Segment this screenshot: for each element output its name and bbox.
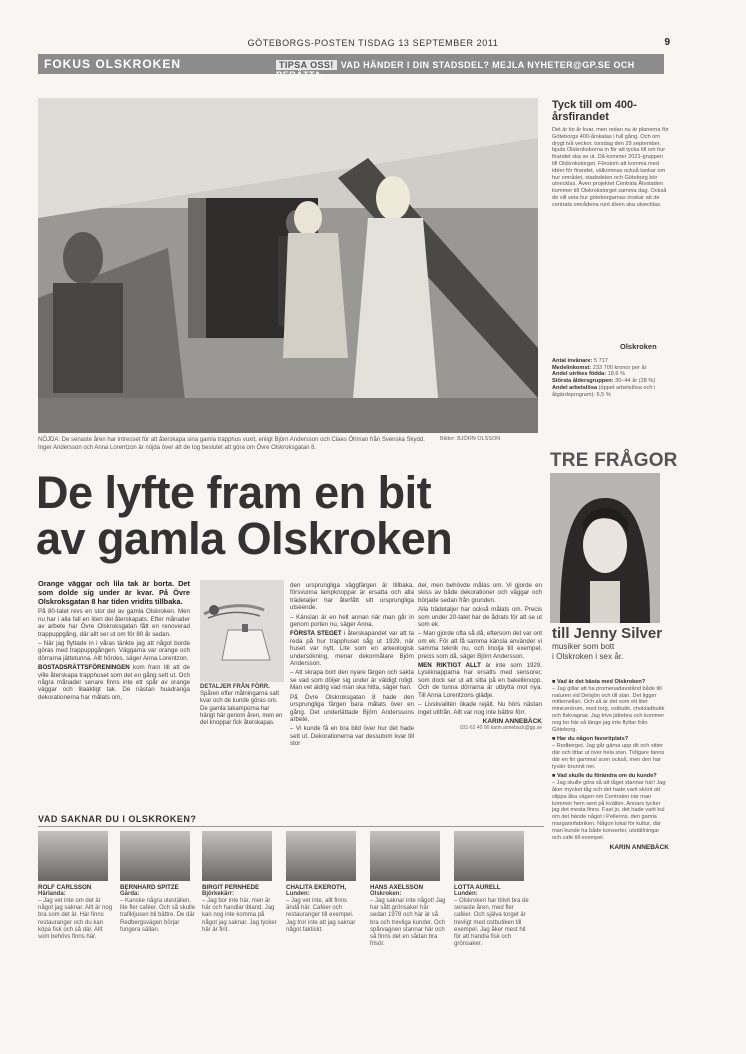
main-photo — [38, 98, 538, 433]
fact-value: 233 700 kronor per år — [592, 364, 647, 371]
page-header-date: GÖTEBORGS-POSTEN TISDAG 13 SEPTEMBER 2011 — [247, 38, 499, 48]
vad-saknar-title: VAD SAKNAR DU I OLSKROKEN? — [38, 814, 197, 824]
col3-paragraph-1: del, men behövde målas om. Vi gjorde en skiss av både dekorationer och väggar och började sedan från grunden. — [418, 582, 542, 604]
vox-pop-person — [38, 831, 114, 941]
person-location: Lunden: — [454, 891, 478, 897]
detail-text: Spåren efter målningarna satt kvar och de kunde göras om. De gamla takamporna har hängt här genom åren, men en del knoppar fick återskapas. — [200, 691, 283, 727]
fact-row — [552, 385, 669, 398]
person-quote: – Jag bor inte här, men är här och handlar ibland. Jag kan nog inte komma på något jag saknar. Jag tycker här är fint. — [202, 898, 277, 933]
person-photo — [370, 831, 440, 881]
fact-label: Andel utrikes födda: — [552, 371, 607, 378]
col1-paragraph-2: – När jag flyttade in i våras tänkte jag att något borde göras med trappuppgången. Väggarna var orange och dörrarna jättetunna. Allt hördes, säger Anna Lorentzon. — [38, 640, 190, 662]
fact-label: Antal invånare: — [552, 358, 593, 364]
col3-paragraph-3: – Man gjorde ofta så då, eftersom det var ont om ek. För att få samma känsla använder vi samma teknik nu, och linolja till exempel, precis som då, säger Björn Andersson. — [418, 630, 542, 660]
article-author: KARIN ANNEBÄCK — [482, 717, 542, 725]
interviewee-desc-line-2: i Olskroken i sex år. — [552, 652, 624, 661]
person-location: Olskroken: — [370, 891, 402, 897]
person-name: CHALITA EKEROTH, — [286, 884, 347, 891]
section-label: FOKUS OLSKROKEN — [44, 57, 182, 71]
person-name: BIRGIT PERNHEDE — [202, 884, 260, 891]
interviewee-name: till Jenny Silver — [552, 625, 663, 642]
col3-subhead: MEN RIKTIGT ALLT — [418, 662, 481, 670]
question-text: Har du någon favoritplats? — [556, 736, 629, 743]
col1-paragraph-1: På 80-talet revs en stor del av gamla Olskroken. Men nu har i alla fall en liten del återskapats. Efter månader av arbete har Övre Olskroksgatan fått en renoverad trappuppgång, där allt ser ut om för 80 år sedan. — [38, 608, 190, 638]
col2-paragraph-5: På Övre Olskroksgatan 8 hade den ursprungliga färgen bara målats över en gång. Det underlättade Björn Anderssons arbete. — [290, 693, 414, 723]
article-author-email: 031-62 40 00 karin.anneback@gp.se — [459, 725, 542, 732]
section-band — [38, 54, 664, 80]
interviewee-desc-line-1: musiker som bott — [552, 642, 615, 651]
headline-line-2: av gamla Olskroken — [36, 513, 453, 564]
sidebar-body: Det är tio år kvar, men redan nu är planerna för Göteborgs 400-årskalas i full gång. Och om drygt två veckor, torsdag den 29 september, bjuds Olskroksborna in för att tycka till om hur firandet ska se ut. Då kommer 2021-gruppen till Olskrokstorget. Förutom att komma med idéer för firandet, välkomnas också tankar om hur området, stadsdelen och Göteborg bör utvecklas. Även projektet Centrala Älvstaden kommer till Olskrokstorget samma dag. Också de vill veta hur göteborgarnas önskar att de centrala områdena runt älven ska utvecklas. — [552, 127, 669, 208]
col3-paragraph-2: Alla trädetaljer har också målats om. Precis som under 20-talet har de ådrats för att se ut som ek. — [418, 606, 542, 629]
question-text: Vad är det bästa med Olskroken? — [556, 679, 646, 685]
col3-paragraph-5: – Livskvalitén ökade rejält. Nu hörs nästan inget utifrån. Allt var nog inte bättre förr. — [418, 701, 542, 716]
tipsa-text: VAD HÄNDER I DIN STADSDEL? MEJLA NYHETER@GP.SE OCH BERÄTTA. — [276, 60, 635, 80]
article-column-2 — [290, 582, 414, 750]
col2-paragraph-4: – Att skrapa bort den nyare färgen och sakta se vad som döljer sig under är väldigt roligt. Man vet aldrig vad man ska hitta, säger han. — [290, 669, 414, 692]
person-name: ROLF CARLSSON — [38, 884, 92, 891]
person-quote: – Kanske några uteställen, lite fler caféer. Och så skulle trafikljusen bli bättre. De där Redbergsvägen börjar fungera sällan. — [120, 898, 196, 933]
tipsa-label: TIPSA OSS! — [276, 60, 337, 70]
person-photo — [454, 831, 524, 881]
fact-row — [552, 358, 669, 365]
vox-pop-person — [120, 831, 196, 934]
vox-pop-person — [370, 831, 446, 948]
person-photo — [120, 831, 190, 881]
col1-paragraph-3-text: kom fram till att de ville återskapa trapphuset som det en gång sett ut. Och några månader senare finns inte ett spår av orange väggar och lilaaktigt tak. De nästan huadrariga dekorationerna har målats om, — [38, 664, 190, 701]
person-quote: – Jag vet inte, allt finns ändå här. Caféer och restauranger till exempel. Jag tror inte att jag saknar något faktiskt. — [286, 898, 356, 933]
fact-label: Andel arbetslösa — [552, 384, 598, 391]
facts-box-title: Olskroken — [620, 342, 657, 351]
sidebar-title: Tyck till om 400-årsfirandet — [552, 99, 637, 123]
col2-paragraph-3 — [290, 630, 414, 667]
square-bullet-icon: ■ — [552, 736, 556, 743]
answer: – Jag skulle göra så att tåget stannar här! Jag åker mycket tåg och det hade varit skönt att slippa åka vägen om Centralen när man kommer hem sent på kvällen. Annars tycker jag det mesta finns. Fast jo, det hade varit kul om det hände något i Pellerins, den gamla margarinfabriken. Någon lokal för kultur, där man kunde ha både konserter, utställningar och café till exempel. — [552, 780, 666, 841]
detail-subhead: DETALJER FRÅN FÖRR. — [200, 684, 270, 690]
person-photo — [286, 831, 356, 881]
tipsa-banner — [276, 60, 664, 80]
col2-paragraph-3-text: i återskapandet var att ta reda på hur trapphuset såg ut 1929, när huset var nytt. Lite som en arkeologisk undersökning, menar dekormålare Björn Andersson. — [290, 630, 414, 668]
person-location: Björkekärr: — [202, 891, 235, 897]
fact-value: 5 717 — [593, 358, 608, 364]
person-photo — [202, 831, 272, 881]
article-column-3 — [418, 582, 542, 733]
fact-value: 30–44 år (28 %) — [615, 378, 656, 385]
vox-pop-person — [454, 831, 530, 948]
tre-fragor-title: TRE FRÅGOR — [550, 450, 678, 471]
square-bullet-icon: ■ — [552, 773, 556, 780]
lamp-illustration — [200, 580, 284, 682]
person-location: Gårda: — [120, 891, 140, 897]
detail-photo — [200, 580, 284, 682]
question-text: Vad skulle du förändra om du kunde? — [556, 773, 657, 780]
person-quote: – Jag saknar inte något! Jag har sått grönsaker här sedan 1978 och här är så bra och trevliga kunder. Och spårvagnen stannar här och så finns det en sådan bra frisör. — [370, 898, 446, 948]
fact-value: (öppet arbetslösa och i åtgärdsprogram): 6,5 % — [552, 384, 656, 398]
person-photo — [38, 831, 108, 881]
facts-box — [552, 358, 669, 398]
article-column-1 — [38, 580, 190, 703]
person-location: Lunden: — [286, 891, 310, 897]
person-name: HANS AXELSSON — [370, 884, 424, 891]
col2-subhead: FÖRSTA STEGET — [290, 630, 342, 638]
answer: – Jag gillar att ha promenadavstånd både till naturen vid Delsjön och till stan. Det ligger mittemellan. Och så är det som ett litet minicentrum, med torg, ostbutik, chokladbutik och fiskvagnar. Jag trivs jättebra och kommer nog bo här så länge jag inte flyttar från Göteborg. — [552, 685, 665, 733]
square-bullet-icon: ■ — [552, 679, 556, 685]
question — [552, 679, 669, 686]
tre-fragor-qa — [552, 676, 669, 852]
fact-label: Medelinkomst: — [552, 364, 592, 371]
col3-paragraph-4 — [418, 662, 542, 699]
article-headline — [36, 467, 546, 564]
interviewee-block — [552, 626, 672, 662]
col2-paragraph-6: – Vi kunde få en bra bild över hur det hade sett ut. Dekorationerna var dessutom kvar till stor — [290, 725, 414, 748]
answer: – Redberget. Jag går gärna upp dit och sitter där och tittar ut över hela stan. Tidigare fanns där en fin gammal scen också, men den har tyvärr brunnit ner. — [552, 743, 665, 770]
photo-caption: NÖJDA: De senaste åren har intresset för att återskapa sina gamla trapphus vuxit, enligt Björn Andersson och Claes Öhman från Svenska Skydd. Inger Andersson och Anna Lorentzon är nöjda över att de tog beslutet att göra om Övre Olskroksgatan 8. — [38, 437, 425, 451]
vox-pop-person — [202, 831, 278, 934]
person-name: LOTTA AURELL — [454, 884, 501, 891]
fact-label: Största åldersgruppen: — [552, 378, 614, 385]
col1-subhead: BOSTADSRÄTTSFÖRENINGEN — [38, 664, 130, 672]
person-name: BERNHARD SPITZE — [120, 884, 179, 891]
section-divider — [38, 826, 544, 827]
sidebar-box — [552, 100, 669, 209]
portrait-illustration — [550, 473, 660, 623]
headline-line-1: De lyfte fram en bit — [36, 467, 432, 518]
fact-row — [552, 378, 669, 385]
page-number: 9 — [664, 37, 670, 48]
tre-fragor-author: KARIN ANNEBÄCK — [609, 844, 669, 852]
person-quote: – Jag vet inte om det är något jag saknar. Allt är nog bra som det är. Här finns restauranger och du kan köpa fisk och så där. Allt som behövs finns här. — [38, 898, 113, 941]
article-lead: Orange väggar och lila tak är borta. Det som dolde sig under är kvar. På Övre Olskroksgatan 8 har tiden vridits tillbaka. — [38, 579, 190, 606]
vox-pop-row — [38, 831, 548, 1041]
jenny-silver-photo — [550, 473, 660, 623]
photo-credit: Bilder: BJÖRN OLSSON — [440, 436, 501, 442]
fact-value: 18,6 % — [607, 371, 626, 378]
person-quote: – Olskroken har blivit bra de senaste åren, med fler caféer. Och själva torget är trevligt med ostbutiken till exempel. Jag åker mest hit för att handla fisk och grönsaker. — [454, 898, 529, 948]
stairwell-photo-illustration — [38, 98, 538, 433]
col2-paragraph-2: – Känslan är en helt annan när man går in genom porten nu, säger Anna. — [290, 613, 414, 629]
vox-pop-person — [286, 831, 362, 934]
col1-paragraph-3 — [38, 664, 190, 701]
col2-paragraph-1: den ursprungliga väggfärgen är tillbaka, försvunna lampknoppar är ersatta och alla trädetaljer har återfått sitt ursprungliga utseende. — [290, 582, 414, 612]
detail-caption — [200, 684, 284, 727]
fact-row — [552, 365, 669, 372]
col3-paragraph-4-text: är inte som 1929. Lyskknapparna har ersatts med sensorer, som dock ser ut att sitta på en bakeliknopp. Och de tunna dörrarna är utbytta mot nya. Till Anna Lorentzons glädje. — [418, 662, 542, 699]
person-location: Härlanda: — [38, 891, 66, 897]
